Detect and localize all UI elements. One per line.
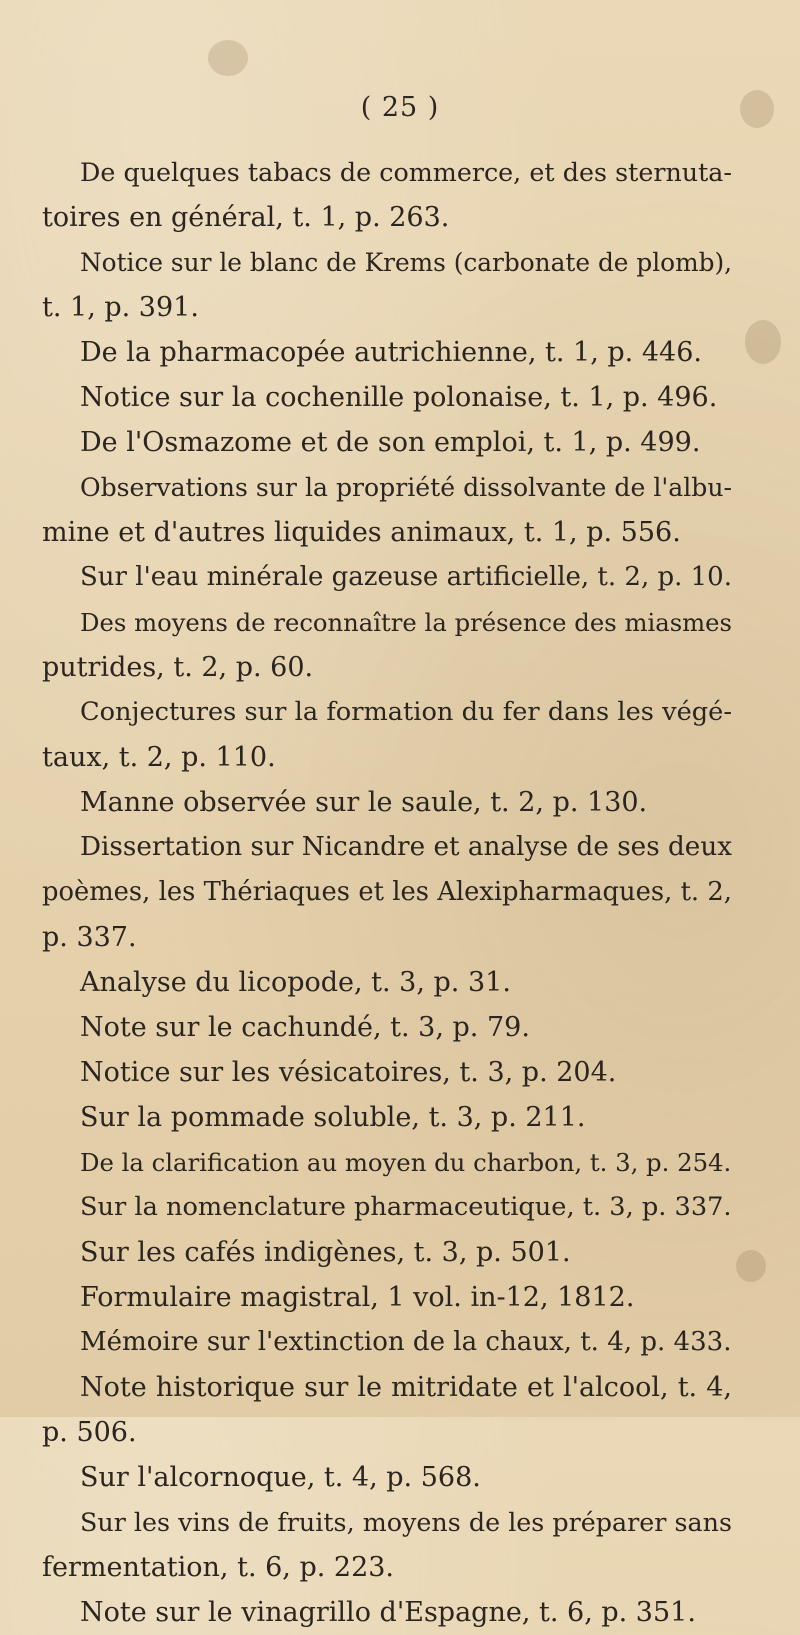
text-line: Dissertation sur Nicandre et analyse de ses deux <box>80 832 732 862</box>
text-line: De la clarification au moyen du charbon, t. 3, p. 254. <box>80 1148 732 1177</box>
text-line: poèmes, les Thériaques et les Alexipharmaques, t. 2, <box>42 877 732 907</box>
text-line: Mémoire sur l'extinction de la chaux, t. 4, p. 433. <box>80 1327 732 1357</box>
text-line: De l'Osmazome et de son emploi, t. 1, p. 499. <box>80 427 701 458</box>
text-line: De quelques tabacs de commerce, et des sternuta- <box>80 157 732 187</box>
text-line: Sur la nomenclature pharmaceutique, t. 3, p. 337. <box>80 1192 732 1222</box>
paper-stain <box>736 1250 766 1282</box>
paper-stain <box>745 320 781 364</box>
text-line: Sur l'alcornoque, t. 4, p. 568. <box>80 1462 481 1493</box>
index-entries <box>42 150 732 1635</box>
text-line: Observations sur la propriété dissolvante de l'albu- <box>80 473 732 502</box>
page-number: ( 25 ) <box>360 92 440 123</box>
text-line: toires en général, t. 1, p. 263. <box>42 202 450 233</box>
text-line: mine et d'autres liquides animaux, t. 1, p. 556. <box>42 517 681 548</box>
text-line: fermentation, t. 6, p. 223. <box>42 1552 395 1583</box>
text-line: Manne observée sur le saule, t. 2, p. 130. <box>80 787 648 818</box>
text-line: Note historique sur le mitridate et l'alcool, t. 4, <box>80 1372 732 1403</box>
text-line: Note sur le vinagrillo d'Espagne, t. 6, p. 351. <box>80 1597 696 1628</box>
text-line: Sur les cafés indigènes, t. 3, p. 501. <box>80 1237 571 1268</box>
text-line: Des moyens de reconnaître la présence des miasmes <box>80 608 732 637</box>
text-line: Sur l'eau minérale gazeuse artificielle, t. 2, p. 10. <box>80 562 732 592</box>
text-line: Sur les vins de fruits, moyens de les préparer sans <box>80 1507 732 1537</box>
text-line: Notice sur le blanc de Krems (carbonate de plomb), <box>80 248 732 277</box>
text-line: taux, t. 2, p. 110. <box>42 742 276 773</box>
text-line: Analyse du licopode, t. 3, p. 31. <box>80 967 511 998</box>
text-line: p. 506. <box>42 1417 137 1448</box>
text-line: De la pharmacopée autrichienne, t. 1, p. 446. <box>80 337 702 368</box>
text-line: putrides, t. 2, p. 60. <box>42 652 314 683</box>
text-line: Conjectures sur la formation du fer dans les végé- <box>80 697 732 727</box>
paper-stain <box>208 40 248 76</box>
text-line: Sur la pommade soluble, t. 3, p. 211. <box>80 1102 586 1133</box>
text-line: Formulaire magistral, 1 vol. in-12, 1812. <box>80 1282 635 1313</box>
text-line: t. 1, p. 391. <box>42 292 199 323</box>
text-line: Notice sur la cochenille polonaise, t. 1, p. 496. <box>80 382 718 413</box>
text-line: p. 337. <box>42 922 137 953</box>
text-line: Notice sur les vésicatoires, t. 3, p. 204. <box>80 1057 617 1088</box>
text-line: Note sur le cachundé, t. 3, p. 79. <box>80 1012 530 1043</box>
